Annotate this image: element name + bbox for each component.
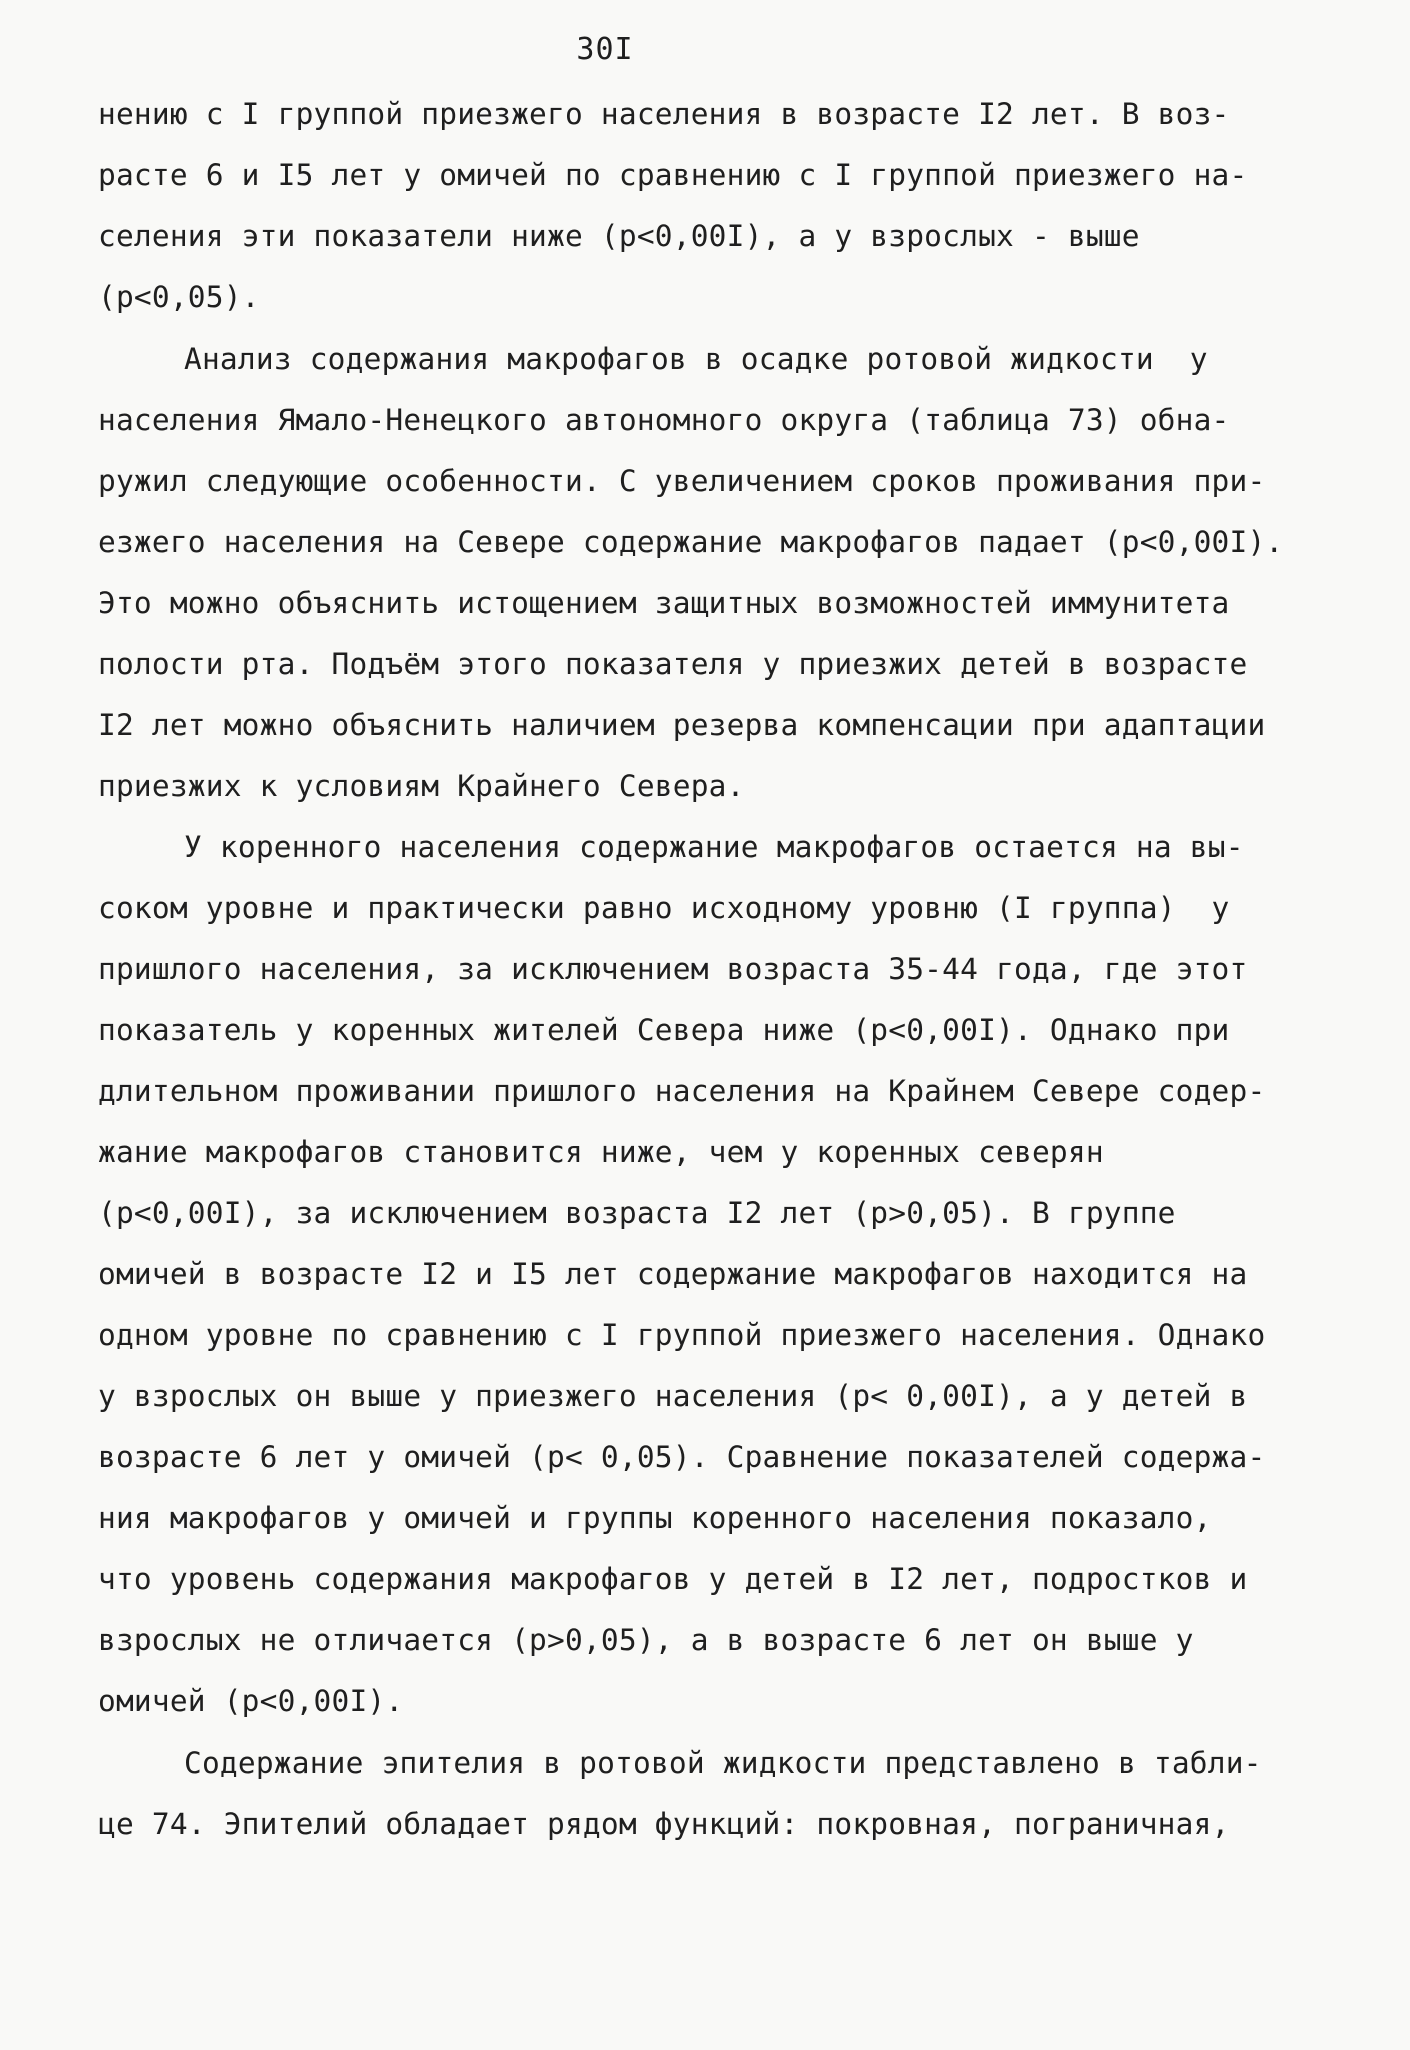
text-line: показатель у коренных жителей Севера ниже (p<0,00I). Однако при xyxy=(98,1013,1230,1047)
text-line: расте 6 и I5 лет у омичей по сравнению с I группой приезжего на- xyxy=(98,158,1248,192)
text-line: езжего населения на Севере содержание макрофагов падает (p<0,00I). xyxy=(98,525,1284,559)
page-number: 30I xyxy=(576,32,634,67)
text-line: жание макрофагов становится ниже, чем у коренных северян xyxy=(98,1135,1104,1169)
text-line: (p<0,00I), за исключением возраста I2 лет (p>0,05). В группе xyxy=(98,1196,1176,1230)
text-line: омичей в возрасте I2 и I5 лет содержание макрофагов находится на xyxy=(98,1257,1248,1291)
text-line: возрасте 6 лет у омичей (p< 0,05). Сравнение показателей содержа- xyxy=(98,1440,1266,1474)
text-line: ружил следующие особенности. С увеличением сроков проживания при- xyxy=(98,464,1266,498)
text-line: нению с I группой приезжего населения в возрасте I2 лет. В воз- xyxy=(98,97,1230,131)
text-line: Содержание эпителия в ротовой жидкости представлено в табли- xyxy=(184,1746,1262,1780)
text-line: одном уровне по сравнению с I группой приезжего населения. Однако xyxy=(98,1318,1266,1352)
text-line: У коренного населения содержание макрофагов остается на вы- xyxy=(184,830,1244,864)
text-line: це 74. Эпителий обладает рядом функций: покровная, пограничная, xyxy=(98,1807,1230,1841)
text-line: взрослых не отличается (p>0,05), а в возрасте 6 лет он выше у xyxy=(98,1623,1194,1657)
text-line: соком уровне и практически равно исходному уровню (I группа) у xyxy=(98,891,1230,925)
text-line: I2 лет можно объяснить наличием резерва компенсации при адаптации xyxy=(98,708,1266,742)
text-line: населения Ямало-Ненецкого автономного округа (таблица 73) обна- xyxy=(98,403,1230,437)
text-line: (p<0,05). xyxy=(98,280,260,314)
text-line: что уровень содержания макрофагов у детей в I2 лет, подростков и xyxy=(98,1562,1248,1596)
text-line: Анализ содержания макрофагов в осадке ротовой жидкости у xyxy=(184,342,1208,376)
text-line: полости рта. Подъём этого показателя у приезжих детей в возрасте xyxy=(98,647,1248,681)
text-line: приезжих к условиям Крайнего Севера. xyxy=(98,769,745,803)
text-line: Это можно объяснить истощением защитных возможностей иммунитета xyxy=(98,586,1230,620)
text-line: у взрослых он выше у приезжего населения (p< 0,00I), а у детей в xyxy=(98,1379,1248,1413)
text-line: ния макрофагов у омичей и группы коренного населения показало, xyxy=(98,1501,1212,1535)
text-line: длительном проживании пришлого населения на Крайнем Севере содер- xyxy=(98,1074,1266,1108)
text-line: омичей (p<0,00I). xyxy=(98,1684,404,1718)
text-line: пришлого населения, за исключением возраста 35-44 года, где этот xyxy=(98,952,1248,986)
text-line: селения эти показатели ниже (p<0,00I), а у взрослых - выше xyxy=(98,219,1140,253)
